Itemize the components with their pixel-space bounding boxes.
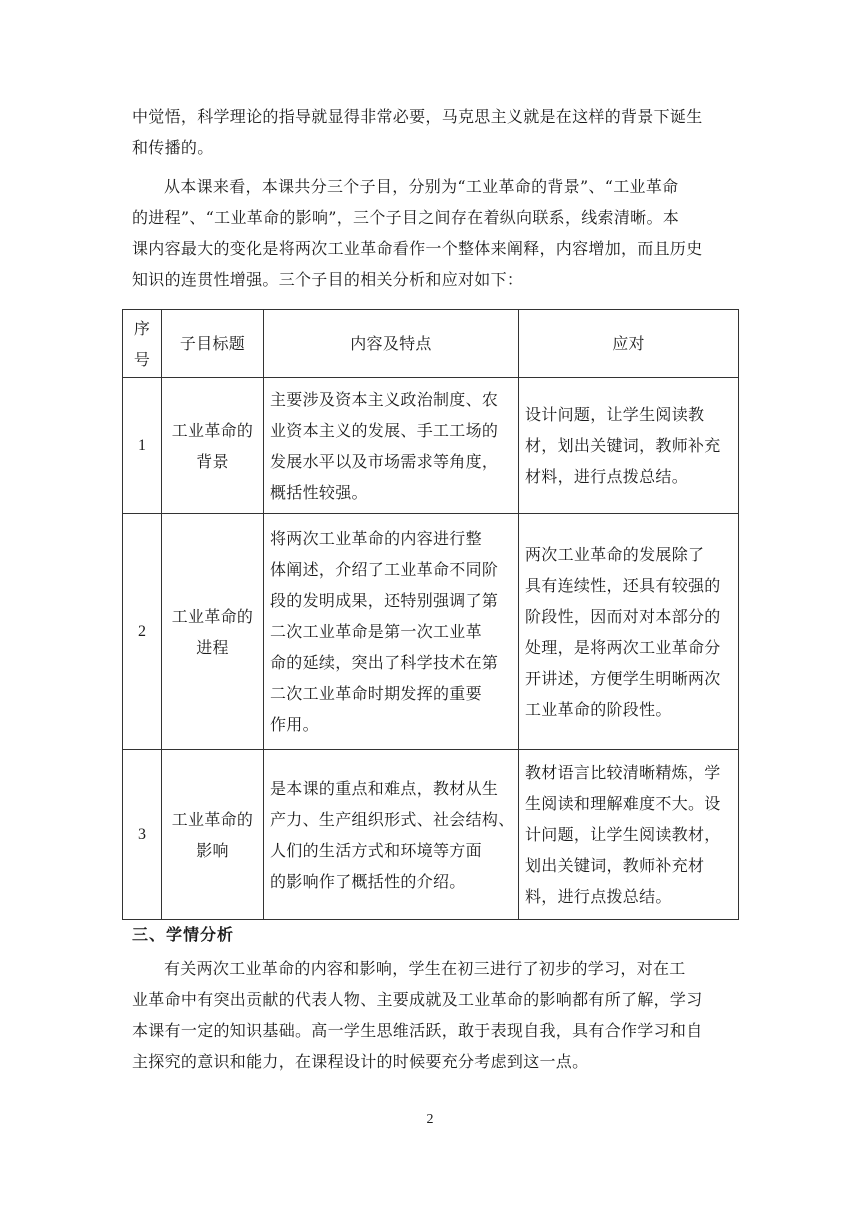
cell-line: 发展水平以及市场需求等角度， [270,451,499,471]
cell-line: 阶段性，因而对对本部分的 [525,606,721,626]
row-title [162,750,264,920]
row-response [519,378,739,514]
cell-line: 产力、生产组织形式、社会结构、 [270,809,515,829]
cell-line: 设计问题，让学生阅读教 [525,405,705,424]
cell-line: 计问题，让学生阅读教材， [525,825,721,844]
cell-line: 工业革命的 [171,809,254,829]
cell-line: 开讲述，方便学生明晰两次 [525,668,721,688]
header-text: 应对 [612,334,645,353]
row-content [264,750,519,920]
cell-line: 的影响作了概括性的介绍。 [270,871,466,891]
row-response [519,750,739,920]
table-row [123,378,739,514]
header-text: 序 [133,318,151,338]
table-header-row [123,310,739,378]
text-line: 主探究的意识和能力，在课程设计的时候要充分考虑到这一点。 [132,1052,589,1071]
cell-line: 业资本主义的发展、手工工场的 [270,420,499,440]
row-number: 3 [123,750,162,920]
cell-line: 工业革命的阶段性。 [525,699,672,719]
cell-line: 生阅读和理解难度不大。设 [525,794,721,813]
cell-line: 进程 [196,637,229,657]
section-heading: 三、学情分析 [132,925,235,944]
cell-line: 概括性较强。 [270,482,368,502]
cell-line: 料，进行点拨总结。 [525,887,672,906]
cell-line: 具有连续性，还具有较强的 [525,575,721,595]
cell-line: 将两次工业革命的内容进行整 [270,529,482,548]
cell-line: 工业革命的 [171,606,254,626]
subtopic-analysis-table [122,309,739,920]
text-line: 知识的连贯性增强。三个子目的相关分析和应对如下： [132,270,524,289]
text-line: 的进程”、“工业革命的影响”，三个子目之间存在着纵向联系，线索清晰。本 [132,208,680,227]
cell-line: 人们的生活方式和环境等方面 [270,840,482,860]
cell-line: 材，划出关键词，教师补充 [525,436,721,455]
header-cell-response [519,310,739,378]
paragraph-intro-continuation [132,101,742,163]
cell-line: 命的延续，突出了科学技术在第 [270,653,499,672]
row-title [162,514,264,750]
cell-line: 主要涉及资本主义政治制度、农 [270,389,499,409]
header-text: 子目标题 [179,334,246,353]
cell-line: 二次工业革命是第一次工业革 [270,622,482,641]
row-content [264,514,519,750]
header-cell-number [123,310,162,378]
paragraph-student-analysis [132,953,742,1077]
text-line: 本课有一定的知识基础。高一学生思维活跃，敢于表现自我，具有合作学习和自 [132,1021,703,1040]
cell-line: 段的发明成果，还特别强调了第 [270,591,499,610]
cell-line: 工业革命的 [171,420,254,440]
paragraph-course-analysis [132,171,742,295]
row-number: 2 [123,514,162,750]
table-row [123,750,739,920]
cell-line: 划出关键词，教师补充材 [525,856,705,875]
page-number: 2 [426,1112,434,1127]
cell-line: 体阐述，介绍了工业革命不同阶 [270,560,499,579]
text-line: 有关两次工业革命的内容和影响，学生在初三进行了初步的学习，对在工 [164,959,686,978]
row-title [162,378,264,514]
cell-line: 背景 [196,451,229,471]
cell-line: 教材语言比较清晰精炼，学 [525,763,721,782]
text-line: 中觉悟，科学理论的指导就显得非常必要，马克思主义就是在这样的背景下诞生 [132,107,703,126]
cell-line: 是本课的重点和难点，教材从生 [270,778,499,798]
cell-line: 二次工业革命时期发挥的重要 [270,684,482,703]
text-line: 业革命中有突出贡献的代表人物、主要成就及工业革命的影响都有所了解，学习 [132,990,703,1009]
text-line: 课内容最大的变化是将两次工业革命看作一个整体来阐释，内容增加，而且历史 [132,239,703,258]
header-text: 号 [133,349,151,369]
table-row [123,514,739,750]
cell-line: 两次工业革命的发展除了 [525,544,705,564]
cell-line: 影响 [196,840,229,860]
row-number: 1 [123,378,162,514]
header-cell-title [162,310,264,378]
text-line: 和传播的。 [132,138,214,157]
cell-line: 材料，进行点拨总结。 [525,467,689,486]
row-response [519,514,739,750]
cell-line: 处理，是将两次工业革命分 [525,637,721,657]
cell-line: 作用。 [270,715,319,734]
text-line: 从本课来看，本课共分三个子目，分别为“工业革命的背景”、“工业革命 [164,177,679,196]
header-text: 内容及特点 [350,334,432,353]
row-content [264,378,519,514]
header-cell-content [264,310,519,378]
